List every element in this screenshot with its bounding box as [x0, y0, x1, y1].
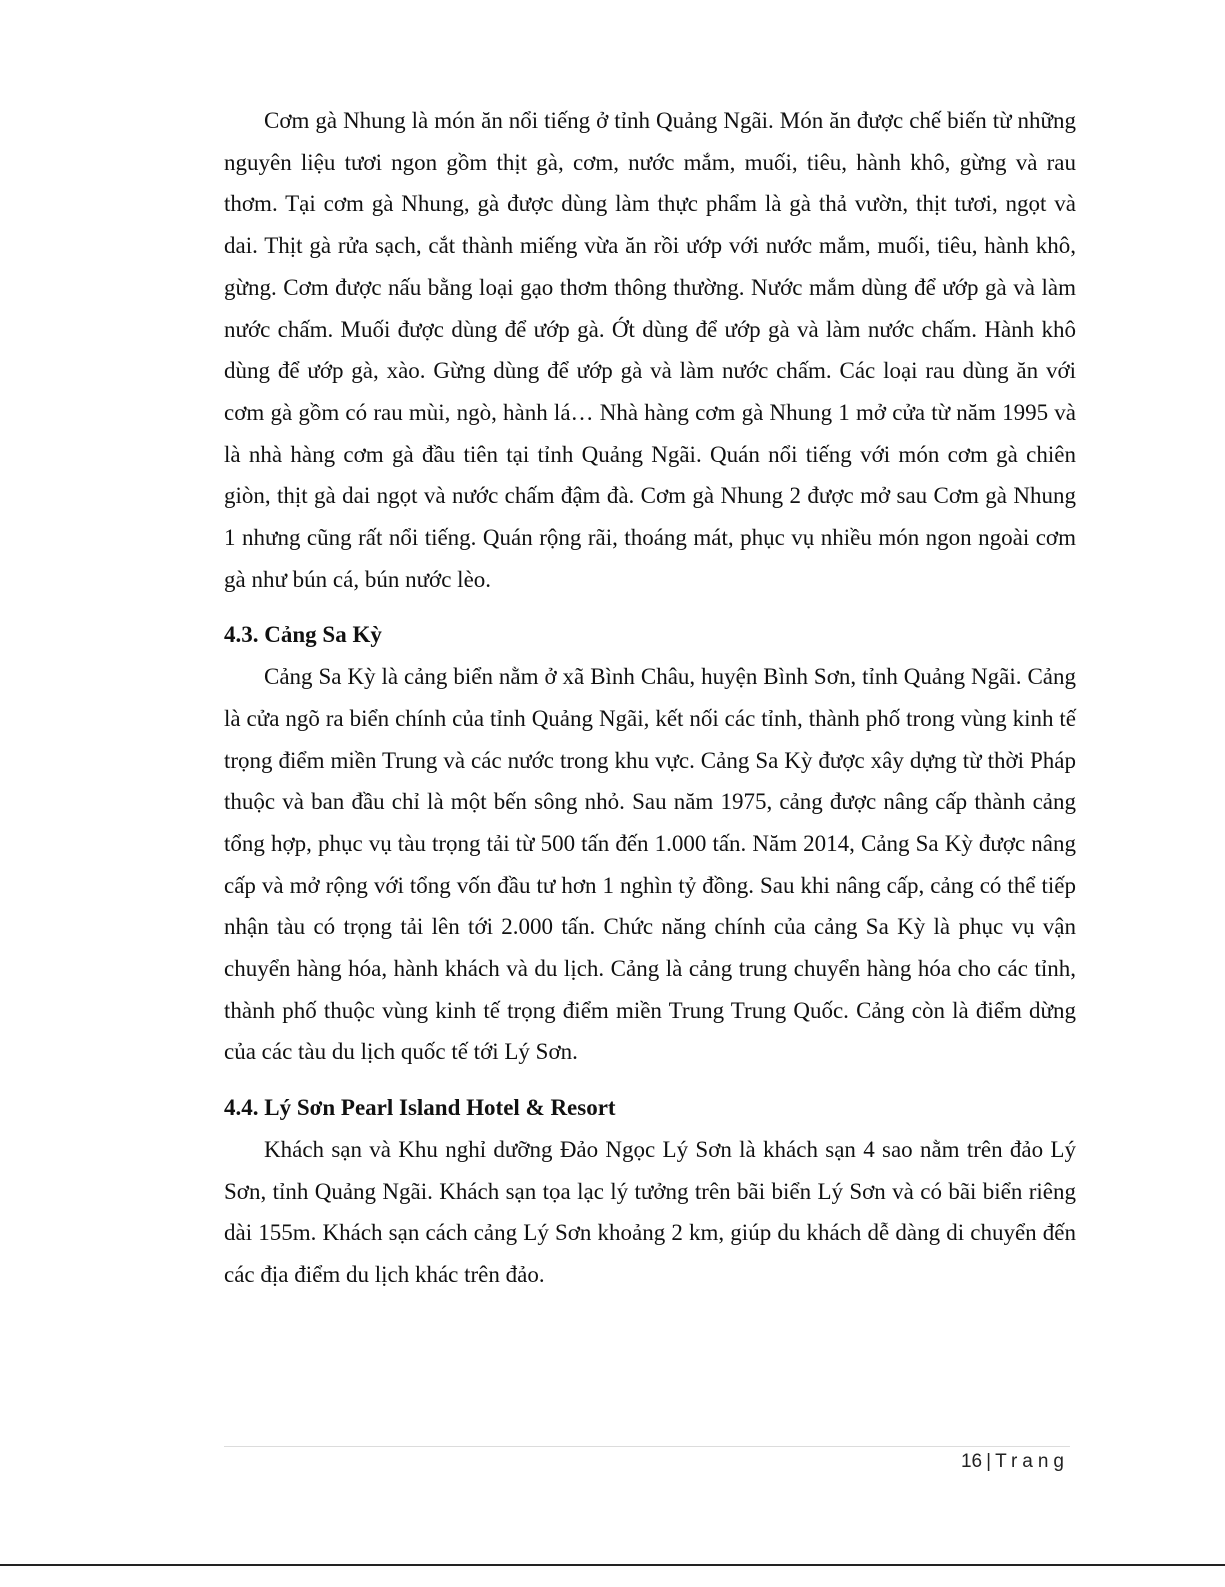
page-bottom-edge [0, 1564, 1225, 1587]
page-number: 16 [960, 1451, 983, 1472]
page-footer [961, 1450, 1069, 1474]
paragraph-cang-sa-ky: Cảng Sa Kỳ là cảng biển nằm ở xã Bình Châu, huyện Bình Sơn, tỉnh Quảng Ngãi. Cảng là cửa ngõ ra biển chính của tỉnh Quảng Ngãi, kết nối các tỉnh, thành phố trong vùng kinh tế trọng điểm miền Trung và các nước trong khu vực. Cảng Sa Kỳ được xây dựng từ thời Pháp thuộc và ban đầu chỉ là một bến sông nhỏ. Sau năm 1975, cảng được nâng cấp thành cảng tổng hợp, phục vụ tàu trọng tải từ 500 tấn đến 1.000 tấn. Năm 2014, Cảng Sa Kỳ được nâng cấp và mở rộng với tổng vốn đầu tư hơn 1 nghìn tỷ đồng. Sau khi nâng cấp, cảng có thể tiếp nhận tàu có trọng tải lên tới 2.000 tấn. Chức năng chính của cảng Sa Kỳ là phục vụ vận chuyển hàng hóa, hành khách và du lịch. Cảng là cảng trung chuyển hàng hóa cho các tỉnh, thành phố thuộc vùng kinh tế trọng điểm miền Trung Trung Quốc. Cảng còn là điểm dừng của các tàu du lịch quốc tế tới Lý Sơn. [224, 664, 1076, 1065]
paragraph-com-ga-nhung: Cơm gà Nhung là món ăn nổi tiếng ở tỉnh Quảng Ngãi. Món ăn được chế biến từ những nguyên liệu tươi ngon gồm thịt gà, cơm, nước mắm, muối, tiêu, hành khô, gừng và rau thơm. Tại cơm gà Nhung, gà được dùng làm thực phẩm là gà thả vườn, thịt tươi, ngọt và dai. Thịt gà rửa sạch, cắt thành miếng vừa ăn rồi ướp với nước mắm, muối, tiêu, hành khô, gừng. Cơm được nấu bằng loại gạo thơm thông thường. Nước mắm dùng để ướp gà và làm nước chấm. Muối được dùng để ướp gà. Ớt dùng để ướp gà và làm nước chấm. Hành khô dùng để ướp gà, xào. Gừng dùng để ướp gà và làm nước chấm. Các loại rau dùng ăn với cơm gà gồm có rau mùi, ngò, hành lá… Nhà hàng cơm gà Nhung 1 mở cửa từ năm 1995 và là nhà hàng cơm gà đầu tiên tại tỉnh Quảng Ngãi. Quán nổi tiếng với món cơm gà chiên giòn, thịt gà dai ngọt và nước chấm đậm đà. Cơm gà Nhung 2 được mở sau Cơm gà Nhung 1 nhưng cũng rất nổi tiếng. Quán rộng rãi, thoáng mát, phục vụ nhiều món ngon ngoài cơm gà như bún cá, bún nước lèo. [224, 108, 1076, 592]
footer-divider [224, 1446, 1070, 1447]
page-label: Trang [995, 1451, 1069, 1472]
section-heading-ly-son-pearl-island: 4.4. Lý Sơn Pearl Island Hotel & Resort [224, 1095, 616, 1121]
section-heading-cang-sa-ky: 4.3. Cảng Sa Kỳ [224, 622, 382, 648]
document-body [224, 100, 1076, 1296]
footer-separator: | [986, 1451, 992, 1472]
paragraph-ly-son-pearl-island: Khách sạn và Khu nghỉ dưỡng Đảo Ngọc Lý Sơn là khách sạn 4 sao nằm trên đảo Lý Sơn, tỉnh Quảng Ngãi. Khách sạn tọa lạc lý tưởng trên bãi biển Lý Sơn và có bãi biển riêng dài 155m. Khách sạn cách cảng Lý Sơn khoảng 2 km, giúp du khách dễ dàng di chuyển đến các địa điểm du lịch khác trên đảo. [224, 1136, 1076, 1287]
